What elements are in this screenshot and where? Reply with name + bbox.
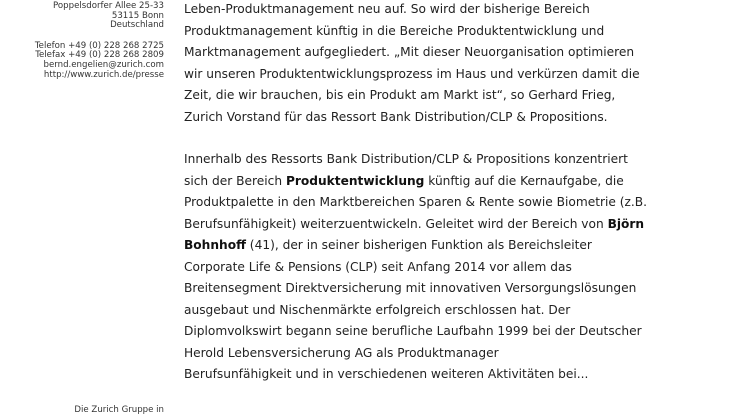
highlight-name-last: Bohnhoff [184,238,246,252]
address-country: Deutschland [110,20,164,31]
body-line: Leben-Produktmanagement neu auf. So wird der bisherige Bereich [184,2,590,16]
highlight-produktentwicklung: Produktentwicklung [285,173,425,188]
body-line: Bohnhoff (41), der in seiner bisherigen Funktion als Bereichsleiter [184,238,592,252]
press-release-body [184,0,664,386]
body-line: ausgebaut und Nischenmärkte erfolgreich erschlossen hat. Der [184,302,571,317]
body-line: Herold Lebensversicherung AG als Produktmanager [184,345,499,360]
body-line: wir unseren Produktentwicklungsprozess im Haus und verkürzen damit die [184,66,640,81]
body-line: Zeit, die wir brauchen, bis ein Produkt am Markt ist“, so Gerhard Frieg, [184,88,616,102]
footer-note: Die Zurich Gruppe in [74,405,164,415]
contact-sidebar [35,0,164,80]
website-link[interactable]: http://www.zurich.de/presse [43,69,164,80]
body-line: Zurich Vorstand für das Ressort Bank Distribution/CLP & Propositions. [184,109,608,124]
body-line: Berufsunfähigkeit und in verschiedenen weiteren Aktivitäten bei... [184,367,589,381]
body-line: Innerhalb des Ressorts Bank Distribution/CLP & Propositions konzentriert [184,152,628,166]
body-line: Produktpalette in den Marktbereichen Sparen & Rente sowie Biometrie (z.B. [184,195,648,209]
body-line: Diplomvolkswirt begann seine berufliche Laufbahn 1999 bei der Deutscher [184,324,642,338]
body-line: Berufsunfähigkeit) weiterzuentwickeln. Geleitet wird der Bereich von Björn [184,216,645,231]
body-line: Marktmanagement aufgegliedert. „Mit dieser Neuorganisation optimieren [184,45,635,59]
body-line: Corporate Life & Pensions (CLP) seit Anfang 2014 vor allem das [184,259,572,274]
highlight-name-first: Björn [607,216,645,231]
address-city: 53115 Bonn [111,10,164,21]
fax-number: Telefax +49 (0) 228 268 2809 [35,50,164,61]
address-street: Poppelsdorfer Allee 25-33 [53,1,164,11]
body-line: Produktmanagement künftig in die Bereiche Produktentwicklung und [184,23,605,38]
email-link[interactable]: bernd.engelien@zurich.com [43,59,164,70]
phone-number: Telefon +49 (0) 228 268 2725 [34,40,164,51]
body-line: sich der Bereich Produktentwicklung künftig auf die Kernaufgabe, die [184,173,624,188]
body-line: Breitensegment Direktversicherung mit innovativen Versorgungslösungen [184,281,637,295]
